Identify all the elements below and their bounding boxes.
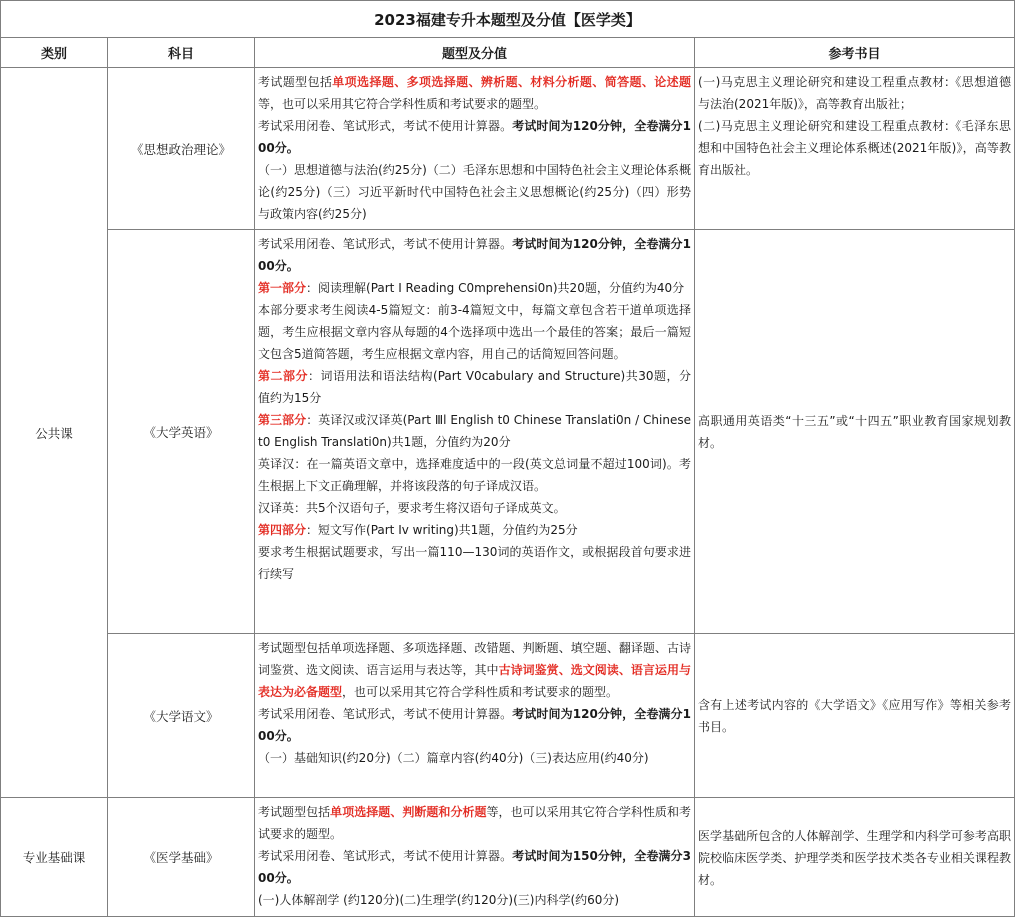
types-politics: 考试题型包括单项选择题、多项选择题、辨析题、材料分析题、简答题、论述题等，也可以采用其它符合学科性质和考试要求的题型。 考试采用闭卷、笔试形式，考试不使用计算器。考试时间为120分钟，全卷满分100分。 （一）思想道德与法治(约25分)（二）毛泽东思想和中国特色社会主义理论体系概论(约25分)（三）习近平新时代中国特色社会主义思想概论(约25分)（四）形势与政策内容(约25分) [255, 68, 695, 230]
table-row [1, 230, 1015, 634]
subject-medical: 《医学基础》 [108, 798, 255, 917]
types-english: 考试采用闭卷、笔试形式，考试不使用计算器。考试时间为120分钟，全卷满分100分。 第一部分：阅读理解(Part I Reading C0mprehensi0n)共20题，分值约为40分 本部分要求考生阅读4-5篇短文：前3-4篇短文中，每篇文章包含若干道单项选择题，考生应根据文章内容从每题的4个选择项中选出一个最佳的答案；最后一篇短文包含5道简答题，考生应根据文章内容，用自己的话简短回答问题。 第二部分：词语用法和语法结构(Part V0cabulary and Structure)共30题，分值约为15分 第三部分：英译汉或汉译英(Part Ⅲl English t0 Chinese Translati0n / Chinese t0 English Translati0n)共1题，分值约为20分 英译汉：在一篇英语文章中，选择难度适中的一段(英文总词量不超过100词)。考生根据上下文正确理解，并将该段落的句子译成汉语。 汉译英：共5个汉语句子，要求考生将汉语句子译成英文。 第四部分：短文写作(Part Iv writing)共1题，分值约为25分 要求考生根据试题要求，写出一篇110—130词的英语作文，或根据段首句要求进行续写 [255, 230, 695, 634]
header-category: 类别 [1, 38, 108, 68]
category-public: 公共课 [1, 68, 108, 798]
header-types: 题型及分值 [255, 38, 695, 68]
books-chinese: 含有上述考试内容的《大学语文》《应用写作》等相关参考书目。 [695, 634, 1015, 798]
category-professional: 专业基础课 [1, 798, 108, 917]
books-politics: (一)马克思主义理论研究和建设工程重点教材:《思想道德与法治(2021年版)》，高等教育出版社； (二)马克思主义理论研究和建设工程重点教材:《毛泽东思想和中国特色社会主义理论体系概述(2021年版)》，高等教育出版社。 [695, 68, 1015, 230]
books-medical: 医学基础所包含的人体解剖学、生理学和内科学可参考高职院校临床医学类、护理学类和医学技术类各专业相关课程教材。 [695, 798, 1015, 917]
books-english: 高职通用英语类“十三五”或“十四五”职业教育国家规划教材。 [695, 230, 1015, 634]
table-title: 2023福建专升本题型及分值【医学类】 [1, 1, 1015, 38]
table-row [1, 634, 1015, 798]
header-subject: 科目 [108, 38, 255, 68]
types-chinese: 考试题型包括单项选择题、多项选择题、改错题、判断题、填空题、翻译题、古诗词鉴赏、选文阅读、语言运用与表达等，其中古诗词鉴赏、选文阅读、语言运用与表达为必备题型，也可以采用其它符合学科性质和考试要求的题型。 考试采用闭卷、笔试形式，考试不使用计算器。考试时间为120分钟，全卷满分100分。 （一）基础知识(约20分)（二）篇章内容(约40分)（三)表达应用(约40分) [255, 634, 695, 798]
types-medical: 考试题型包括单项选择题、判断题和分析题等，也可以采用其它符合学科性质和考试要求的题型。 考试采用闭卷、笔试形式，考试不使用计算器。考试时间为150分钟，全卷满分300分。 (一)人体解剖学 (约120分)(二)生理学(约120分)(三)内科学(约60分) [255, 798, 695, 917]
table-row [1, 68, 1015, 230]
subject-politics: 《思想政治理论》 [108, 68, 255, 230]
table-row [1, 798, 1015, 917]
subject-english: 《大学英语》 [108, 230, 255, 634]
header-books: 参考书目 [695, 38, 1015, 68]
subject-chinese: 《大学语文》 [108, 634, 255, 798]
